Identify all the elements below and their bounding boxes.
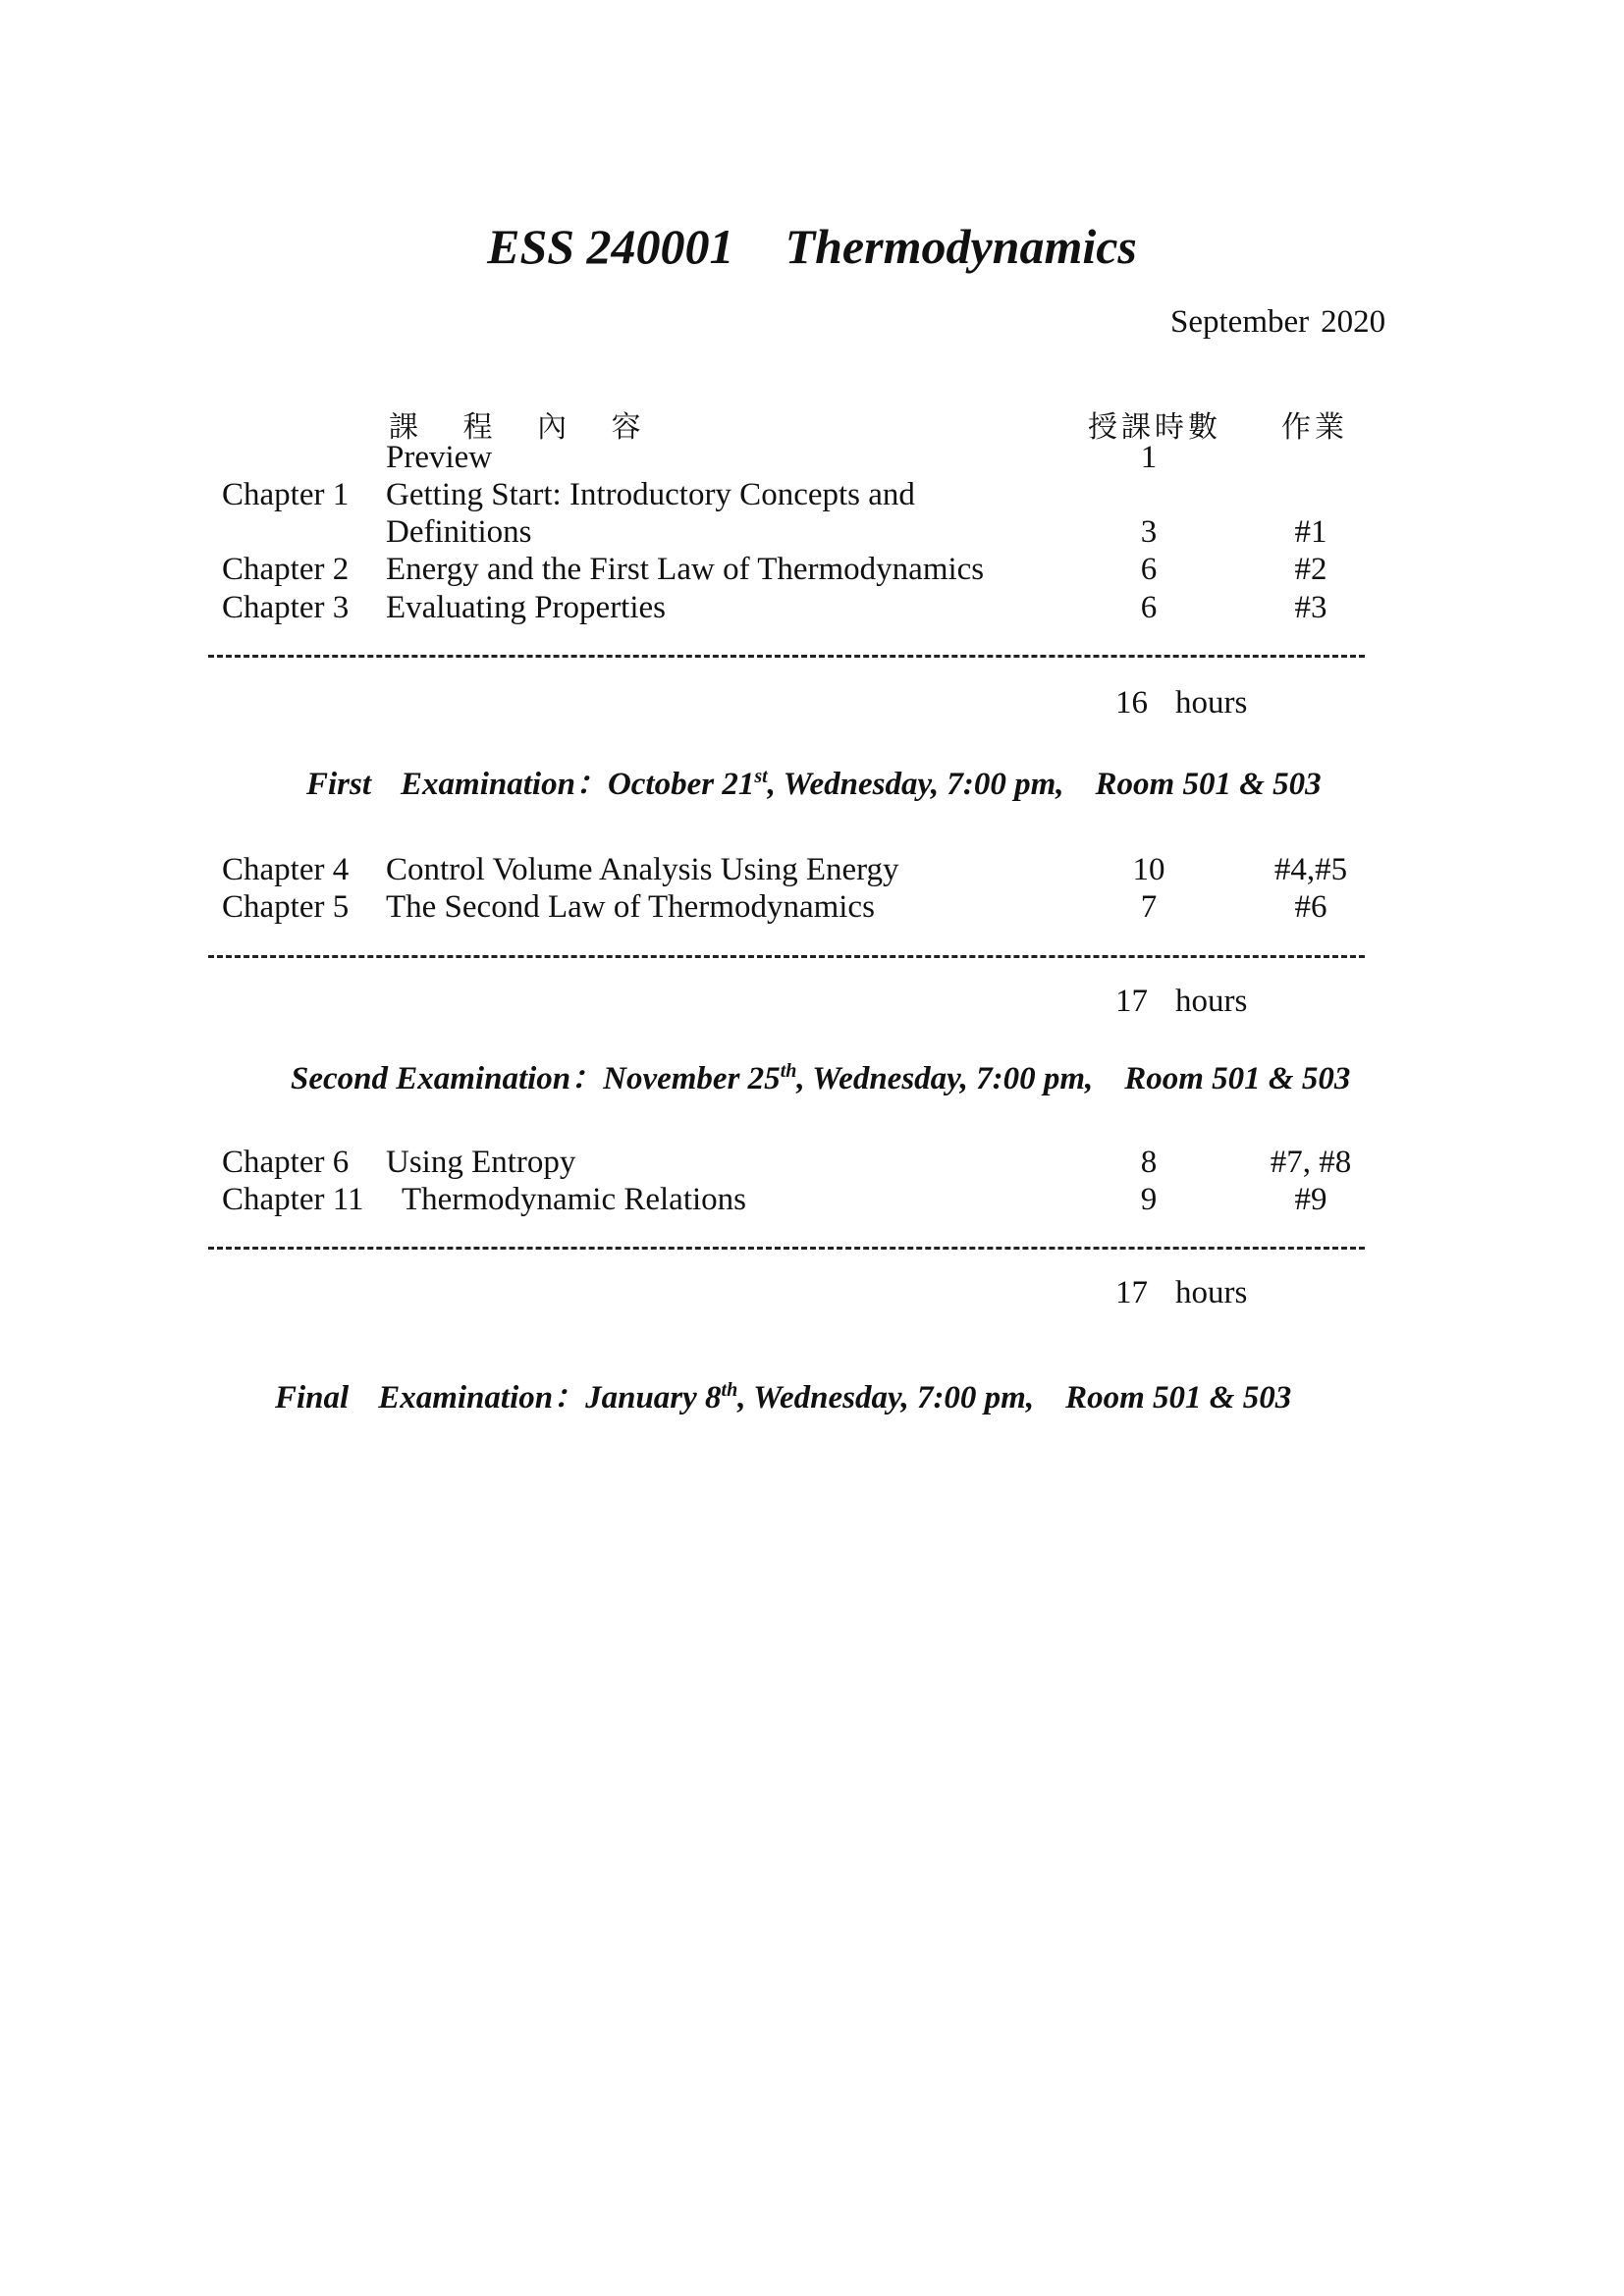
row-ch11-topic: Thermodynamic Relations — [402, 1182, 746, 1217]
row-ch4-homework: #4,#5 — [1273, 852, 1348, 887]
section1-total-value: 16 — [1115, 685, 1148, 721]
final-exam-line — [275, 1371, 1291, 1417]
divider-3 — [208, 1247, 1365, 1250]
row-ch3-topic: Evaluating Properties — [386, 590, 667, 625]
section2-total-unit: hours — [1175, 984, 1248, 1019]
row-ch1-homework: #1 — [1294, 514, 1327, 550]
final-exam-date-suffix: th — [721, 1379, 738, 1401]
row-ch3-homework: #3 — [1294, 590, 1327, 625]
row-ch2-topic: Energy and the First Law of Thermodynamics — [386, 552, 985, 587]
row-ch4-hours: 10 — [1132, 852, 1165, 887]
second-exam-date-suffix: th — [780, 1060, 797, 1082]
row-preview-hours: 1 — [1140, 440, 1158, 475]
first-exam-room: Room 501 & 503 — [1095, 767, 1322, 802]
final-exam-label-b: Examination — [378, 1380, 554, 1415]
row-preview-topic: Preview — [386, 440, 493, 475]
first-exam-date: October 21 — [607, 767, 755, 802]
first-exam-date-suffix: st — [754, 766, 768, 787]
second-exam-sep: ： — [570, 1061, 604, 1096]
second-exam-time: , Wednesday, 7:00 pm, — [796, 1061, 1094, 1096]
section3-total-value: 17 — [1115, 1275, 1148, 1310]
first-exam-time: , Wednesday, 7:00 pm, — [767, 767, 1064, 802]
row-ch5-homework: #6 — [1294, 889, 1327, 925]
first-exam-sep: ： — [574, 767, 608, 802]
section2-total-value: 17 — [1115, 984, 1148, 1019]
date-year: 2020 — [1321, 304, 1386, 340]
row-ch11-chapter: Chapter 11 — [222, 1182, 364, 1217]
row-ch6-hours: 8 — [1140, 1145, 1158, 1180]
final-exam-date: January 8 — [585, 1380, 722, 1415]
first-exam-line — [306, 758, 1322, 804]
first-exam-label-b: Examination — [401, 767, 575, 802]
column-header-homework: 作業 — [1281, 410, 1348, 445]
page-title — [0, 218, 1624, 275]
row-ch4-chapter: Chapter 4 — [222, 852, 350, 887]
final-exam-room: Room 501 & 503 — [1065, 1380, 1292, 1415]
course-name: Thermodynamics — [785, 219, 1137, 274]
section3-total — [1115, 1275, 1247, 1311]
document-date — [1170, 304, 1385, 341]
divider-2 — [208, 955, 1365, 958]
final-exam-sep: ： — [553, 1380, 586, 1415]
row-ch6-topic: Using Entropy — [386, 1145, 576, 1180]
row-ch5-topic: The Second Law of Thermodynamics — [386, 889, 875, 925]
row-ch11-hours: 9 — [1140, 1182, 1158, 1217]
date-month: September — [1170, 304, 1310, 340]
course-code: ESS 240001 — [487, 219, 734, 274]
row-ch1-topic: Getting Start: Introductory Concepts and — [386, 477, 915, 512]
section1-total-unit: hours — [1175, 685, 1248, 721]
second-exam-room: Room 501 & 503 — [1124, 1061, 1351, 1096]
row-ch1-chapter: Chapter 1 — [222, 477, 350, 512]
row-ch5-chapter: Chapter 5 — [222, 889, 350, 925]
column-header-content: 課 程 內 容 — [389, 410, 659, 445]
final-exam-label-a: Final — [275, 1380, 350, 1415]
row-ch6-chapter: Chapter 6 — [222, 1145, 350, 1180]
second-exam-line — [291, 1052, 1350, 1098]
column-header-hours: 授課時數 — [1088, 410, 1221, 445]
divider-1 — [208, 655, 1365, 658]
row-ch4-topic: Control Volume Analysis Using Energy — [386, 852, 899, 887]
section3-total-unit: hours — [1175, 1275, 1248, 1310]
row-ch2-homework: #2 — [1294, 552, 1327, 587]
second-exam-date: November 25 — [603, 1061, 781, 1096]
row-ch2-hours: 6 — [1140, 552, 1158, 587]
section2-total — [1115, 984, 1247, 1020]
row-ch6-homework: #7, #8 — [1270, 1145, 1352, 1180]
second-exam-label: Second Examination — [291, 1061, 571, 1096]
row-ch1-topic-cont: Definitions — [386, 514, 532, 550]
row-ch3-chapter: Chapter 3 — [222, 590, 350, 625]
row-ch11-homework: #9 — [1294, 1182, 1327, 1217]
section1-total — [1115, 685, 1247, 721]
row-ch3-hours: 6 — [1140, 590, 1158, 625]
row-ch5-hours: 7 — [1140, 889, 1158, 925]
final-exam-time: , Wednesday, 7:00 pm, — [737, 1380, 1035, 1415]
row-ch1-hours: 3 — [1140, 514, 1158, 550]
row-ch2-chapter: Chapter 2 — [222, 552, 350, 587]
first-exam-label-a: First — [306, 767, 372, 802]
